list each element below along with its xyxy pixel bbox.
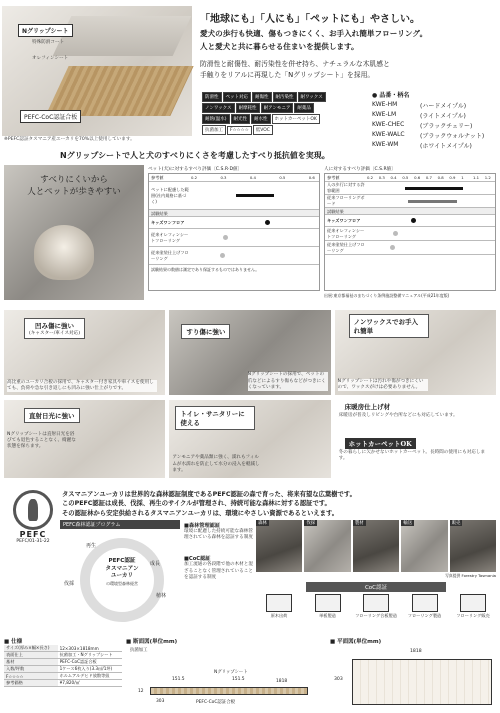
cert-label: PEFC-CoC認証合板 [20, 110, 81, 123]
pefc-headline-3: その認証林から安定供給されるタスマニアンユーカリは、環境にやさしい資源であるといえます。 [62, 509, 339, 517]
process-icon [266, 594, 292, 612]
human-range-bar [405, 187, 463, 190]
color-name: (ライトメイプル) [420, 113, 466, 120]
color-name: (ハードメイプル) [420, 103, 467, 110]
pefc-label-plant: 植林 [156, 593, 167, 599]
section-title: ■ 断面図(単位mm) [126, 639, 178, 645]
section-dim-thick: 12 [138, 689, 144, 694]
scale-tick: 1.2 [484, 175, 491, 180]
scale-tick: 0.5 [402, 175, 409, 180]
pefc-cycle [60, 520, 180, 630]
flow-step-label: 輸送 [403, 521, 413, 526]
feature-sunlight [4, 400, 165, 478]
spec-row [4, 673, 122, 680]
feature-hotcarpet-text: 冬の暮らしに欠かせないホットカーペット。長時間の使用にも対応します。 [338, 450, 486, 462]
pefc-center-2: タスマニアン [105, 565, 139, 572]
feature-chip: 耐ワックス [298, 92, 326, 102]
pet-kids-point [265, 220, 270, 225]
flow-step-label: 伐採 [306, 521, 316, 526]
flow-step-photo [256, 520, 302, 572]
pefc-photo-credit: 写真提供 Forestry Tasmania [445, 573, 496, 578]
spec-key: 基材 [4, 659, 58, 666]
feature-hotcarpet-title: ホットカーペットOK [345, 438, 416, 449]
pet-row-result: 試験結果 [149, 210, 319, 217]
pefc-coc-text: 加工流通の各段階で他の木材と混ざることなく管理されていることを認証する制度 [184, 562, 253, 580]
scale-tick: 1.1 [472, 175, 480, 180]
color-code: KWE-WALC [372, 131, 405, 138]
pet-row-ref: 参考値 [151, 174, 164, 180]
plan-drawing [330, 637, 496, 711]
process-label: フローリング製造 [407, 613, 442, 618]
feature-grid-row-1 [4, 310, 496, 395]
feature-toilet [169, 400, 330, 478]
section-drawing [126, 637, 326, 711]
pet-row-painted: 従来塗装仕上げフローリング [151, 249, 189, 261]
feature-nowax-title: ノンワックスでお手入れ簡単 [349, 314, 429, 338]
cert-note: ※PEFC認証タスマニア産ユーカリを70%以上使用しています。 [4, 137, 135, 142]
pefc-center-4: の環境型森林経営 [106, 580, 138, 586]
flow-step-photo [401, 520, 447, 572]
process-label: フローリング販売 [456, 613, 490, 618]
scale-tick: 0.3 [378, 175, 385, 180]
floor-layer-top [53, 16, 192, 56]
pefc-center-3: ユーカリ [110, 573, 134, 580]
human-painted-point [390, 245, 395, 250]
human-row-board: 従来フローリングボード [327, 195, 365, 206]
section-label-plywood: PEFC-CoC認証合板 [196, 700, 235, 705]
spec-table [4, 637, 122, 687]
spec-value: ¥7,820/㎡ [58, 680, 122, 687]
spec-title: ■ 仕様 [4, 639, 23, 645]
spec-key: サイズ(厚み×幅×長さ) [4, 645, 58, 652]
color-row [372, 111, 496, 120]
spec-key: 入数/坪数 [4, 666, 58, 673]
section-dim-width: 303 [156, 699, 165, 704]
process-label: 単板製造 [319, 613, 336, 618]
feature-chip: 低VOC [253, 125, 273, 135]
scale-tick: 0.2 [191, 175, 198, 180]
headline-3: 人と愛犬と共に暮らせる住まいを提供します。 [200, 42, 359, 51]
human-chart-title: 人に対するすべり評価〔C.S.R値〕 [324, 167, 396, 172]
flow-step-photo [353, 520, 399, 572]
human-kids-point [411, 218, 416, 223]
scale-tick: 0.8 [437, 175, 444, 180]
pefc-headline-2: このPEFC認証は成長、伐採、再生のサイクルが管理され、持続可能な森林に対する認証です。 [62, 500, 331, 508]
headline-2: 愛犬の歩行も快適、傷もつきにくく、お手入れ簡単フローリング。 [200, 29, 428, 38]
spec-row [4, 680, 122, 687]
photo-caption-2: 人とペットが歩きやすい [27, 187, 121, 197]
feature-chip: F☆☆☆☆ [227, 126, 252, 135]
feature-chip: 耐水性 [251, 114, 271, 124]
spec-key: 表面仕上 [4, 652, 58, 659]
pet-scale [191, 174, 319, 181]
spec-value: 1ケース6枚入り(3.3㎡/1坪) [58, 666, 122, 673]
spec-row [4, 652, 122, 659]
pefc-tree-icon [13, 490, 53, 530]
feature-sunlight-title: 直射日光に強い [24, 408, 80, 423]
scale-tick: 0.5 [279, 175, 286, 180]
pefc-flow [256, 520, 496, 630]
layer-label-sheet: オレフィンシート [32, 56, 69, 61]
human-row-painted: 従来塗装仕上げフローリング [327, 241, 365, 253]
plan-title: ■ 平面図(単位mm) [330, 639, 382, 645]
section-board [150, 687, 308, 695]
color-code: KWE-WM [372, 141, 399, 148]
process-label: フローリング合板製造 [355, 613, 397, 618]
feature-toilet-title: トイレ・サニタリーに使える [175, 406, 255, 430]
pet-row-kids: キッズワンフロア [151, 219, 185, 225]
spec-row [4, 666, 122, 673]
dog-photo [4, 165, 144, 300]
feature-chip: 耐アンモニア [261, 103, 294, 113]
pefc-coc-title: ■CoC認証 [184, 556, 211, 563]
human-chart-note: 出展:東京都福祉のまちづくり条例施設整備マニュアル(平成21年度版) [324, 293, 450, 298]
human-row-ref: 参考値 [327, 174, 340, 180]
feature-chip: 耐熱(温水) [202, 114, 230, 124]
pefc-mgmt [184, 522, 254, 581]
human-scale [367, 174, 495, 181]
pefc-label-harvest: 伐採 [64, 581, 75, 587]
desc-1: 防滑性と耐傷性、耐汚染性を併せ持ち、ナチュラルな木肌感と [200, 60, 390, 68]
feature-dent-title: 凹み傷に強い [35, 322, 75, 330]
spec-value: ホルムアルデヒド放散等級 [58, 673, 122, 680]
pefc-mgmt-text: 環境に配慮した持続可能な森林管理されている森林を認証する制度 [184, 529, 253, 541]
process-label: 原木出荷 [270, 613, 288, 618]
desc-2: 手触りをリアルに再現した「Nグリップシート」を採用。 [200, 71, 375, 79]
color-list-title: ● 品番・柄名 [372, 92, 410, 99]
section-dim-right: 151.5 [232, 677, 245, 682]
photo-caption-1: すべりにくいから [40, 175, 108, 185]
plan-width: 303 [334, 677, 343, 682]
feature-chips [202, 92, 342, 136]
feature-floorheat [335, 400, 496, 478]
pefc-mgmt-title: ■森林管理認証 [184, 523, 221, 529]
flow-step-label: 販売 [451, 521, 461, 526]
process-step [256, 594, 302, 619]
process-step [353, 594, 399, 619]
feature-scratch-text: Nグリップシートの採用で、ペットの爪などによるすり傷もなどがつきにくくなっています。 [247, 372, 326, 390]
feature-scratch-title: すり傷に強い [181, 324, 230, 339]
human-slip-chart [324, 166, 496, 301]
scale-tick: 1 [461, 175, 464, 180]
color-row [372, 131, 496, 140]
spec-value: 抗菌加工・Nグリップシート [58, 652, 122, 659]
process-step [450, 594, 496, 619]
feature-scratch [169, 310, 330, 395]
feature-nowax-text: Nグリップシートは汚れや傷がつきにくいので、ワックスがけは必要ありません。 [338, 379, 428, 391]
feature-dent [4, 310, 165, 395]
color-row [372, 101, 496, 110]
pefc-label-growth: 成長 [150, 561, 161, 567]
spec-row [4, 645, 122, 652]
spec-value: PEFC-CoC認証合板 [58, 659, 122, 666]
human-board-bar [408, 200, 457, 203]
process-icon [363, 594, 389, 612]
plan-length: 1818 [410, 649, 422, 654]
pefc-label-regen: 再生 [86, 543, 97, 549]
process-step [305, 594, 351, 619]
headline-1: 「地球にも」「人にも」「ペットにも」やさしい。 [200, 14, 420, 25]
pefc-logo-id: PEFC/01-31-22 [16, 539, 50, 544]
color-name: (ブラックチェリー) [420, 123, 473, 130]
pefc-headline [62, 490, 496, 518]
pet-olefin-point [223, 235, 228, 240]
feature-chip: 耐光性 [231, 114, 251, 124]
floor-layer-bottom [45, 66, 193, 116]
human-olefin-point [393, 231, 398, 236]
scale-tick: 0.7 [425, 175, 432, 180]
plan-board [352, 659, 492, 705]
color-code: KWE-LM [372, 111, 397, 118]
section-label-antibac: 抗菌加工 [130, 648, 148, 653]
scale-tick: 0.9 [449, 175, 456, 180]
flow-step-label: 森林 [258, 521, 267, 526]
section-dim-length: 1818 [276, 679, 288, 684]
pefc-coc-band: CoC認証 [306, 582, 446, 592]
feature-chip: 抗菌加工 [202, 125, 226, 135]
dog-figure [34, 225, 94, 280]
feature-chip: 耐汚染性 [273, 92, 297, 102]
color-row [372, 141, 496, 150]
section-label-sheet: Nグリップシート [214, 670, 248, 675]
feature-chip: ノンワックス [202, 103, 235, 113]
human-row-result: 試験結果 [325, 208, 495, 215]
color-name: (ブラックウォルナット) [420, 133, 485, 140]
pet-row-range: ペットに配慮した範囲(社内規格に基づく) [151, 186, 189, 204]
color-name: (ホワイトメイプル) [420, 143, 472, 150]
feature-dent-sub: (キャスター/車イス対応) [29, 331, 81, 336]
slip-title: Nグリップシートで人と犬のすべりにくさを考慮したすべり抵抗値を実現。 [60, 151, 330, 160]
feature-chip: 耐摩耗性 [236, 103, 260, 113]
scale-tick: 0.4 [249, 175, 256, 180]
human-row-olefin: 従来オレフィンシートフローリング [327, 227, 365, 239]
flow-step-photo [450, 520, 496, 572]
spec-row [4, 659, 122, 666]
section-dim-left: 151.5 [172, 677, 185, 682]
pet-slip-chart [148, 166, 320, 301]
feature-toilet-text: アンモニアや薬品類に強く、濡れもフィルムが水濡れを防止して水分の浸入を軽減します。 [172, 455, 260, 473]
pefc-cycle-title: PEFC森林認証プログラム [60, 520, 180, 529]
pefc-logo-text: PEFC [19, 530, 47, 539]
pefc-logo [10, 490, 56, 560]
flow-step-label: 製材 [354, 521, 364, 526]
process-step [402, 594, 448, 619]
scale-tick: 0.6 [308, 175, 315, 180]
scale-tick: 0.3 [220, 175, 227, 180]
spec-key: F☆☆☆☆ [4, 673, 58, 680]
human-row-kids: キッズワンフロア [327, 217, 361, 223]
pet-range-bar [236, 194, 274, 197]
color-code: KWE-CHEC [372, 121, 405, 128]
process-icon [460, 594, 486, 612]
feature-sunlight-text: Nグリップシートは直射日光を浴びても退色することなく、綺麗な状態を保ちます。 [7, 432, 76, 450]
feature-chip: ペット対応 [223, 92, 252, 102]
pet-row-olefin: 従来オレフィンシートフローリング [151, 231, 189, 243]
spec-key: 参考価格 [4, 680, 58, 687]
feature-nowax [335, 310, 496, 395]
human-row-range: 人の歩行に対する許容範囲 [327, 182, 365, 193]
pet-chart-note: 試験結果の数値は測定であり保証するものではありません。 [151, 267, 260, 272]
feature-chip: 耐傷性 [252, 92, 272, 102]
pet-painted-point [220, 253, 225, 258]
feature-chip: 耐薬品 [294, 103, 314, 113]
feature-chip: ホットカーペットOK [272, 114, 320, 124]
color-list [372, 90, 496, 151]
process-icon [315, 594, 341, 612]
color-code: KWE-HM [372, 101, 398, 108]
headline [200, 10, 496, 79]
feature-floorheat-title: 床暖房仕上げ材 [344, 403, 391, 411]
pefc-center-1: PEFC認証 [108, 558, 136, 564]
scale-tick: 0.4 [390, 175, 397, 180]
scale-tick: 0.2 [367, 175, 374, 180]
spec-value: 12×303×1818mm [58, 645, 122, 652]
color-row [372, 121, 496, 130]
pefc-headline-1: タスマニアンユーカリは世界的な森林認証制度であるPEFC認証の森で育った、将来有望な広葉樹です。 [62, 491, 356, 498]
flow-step-photo [304, 520, 350, 572]
pet-chart-title: ペット(犬)に対するすべり評価〔C.S.R·D値〕 [148, 167, 243, 172]
feature-floorheat-text: 床暖房が普及しリビングや台所などにも対応しています。 [338, 413, 458, 418]
product-tag: Nグリップシート [18, 24, 73, 37]
scale-tick: 0.6 [414, 175, 421, 180]
feature-chip: 防滑性 [202, 92, 222, 102]
feature-dent-text: 高比重のユーカリ合板の採用で、キャスター付き家具や車イスを使用しても、負荷や急な引き返しにも凹みに強い仕上がりです。 [7, 380, 157, 392]
layer-label-coat: 特殊防滑コート [32, 40, 65, 45]
process-icon [412, 594, 438, 612]
feature-grid-row-2 [4, 400, 496, 478]
